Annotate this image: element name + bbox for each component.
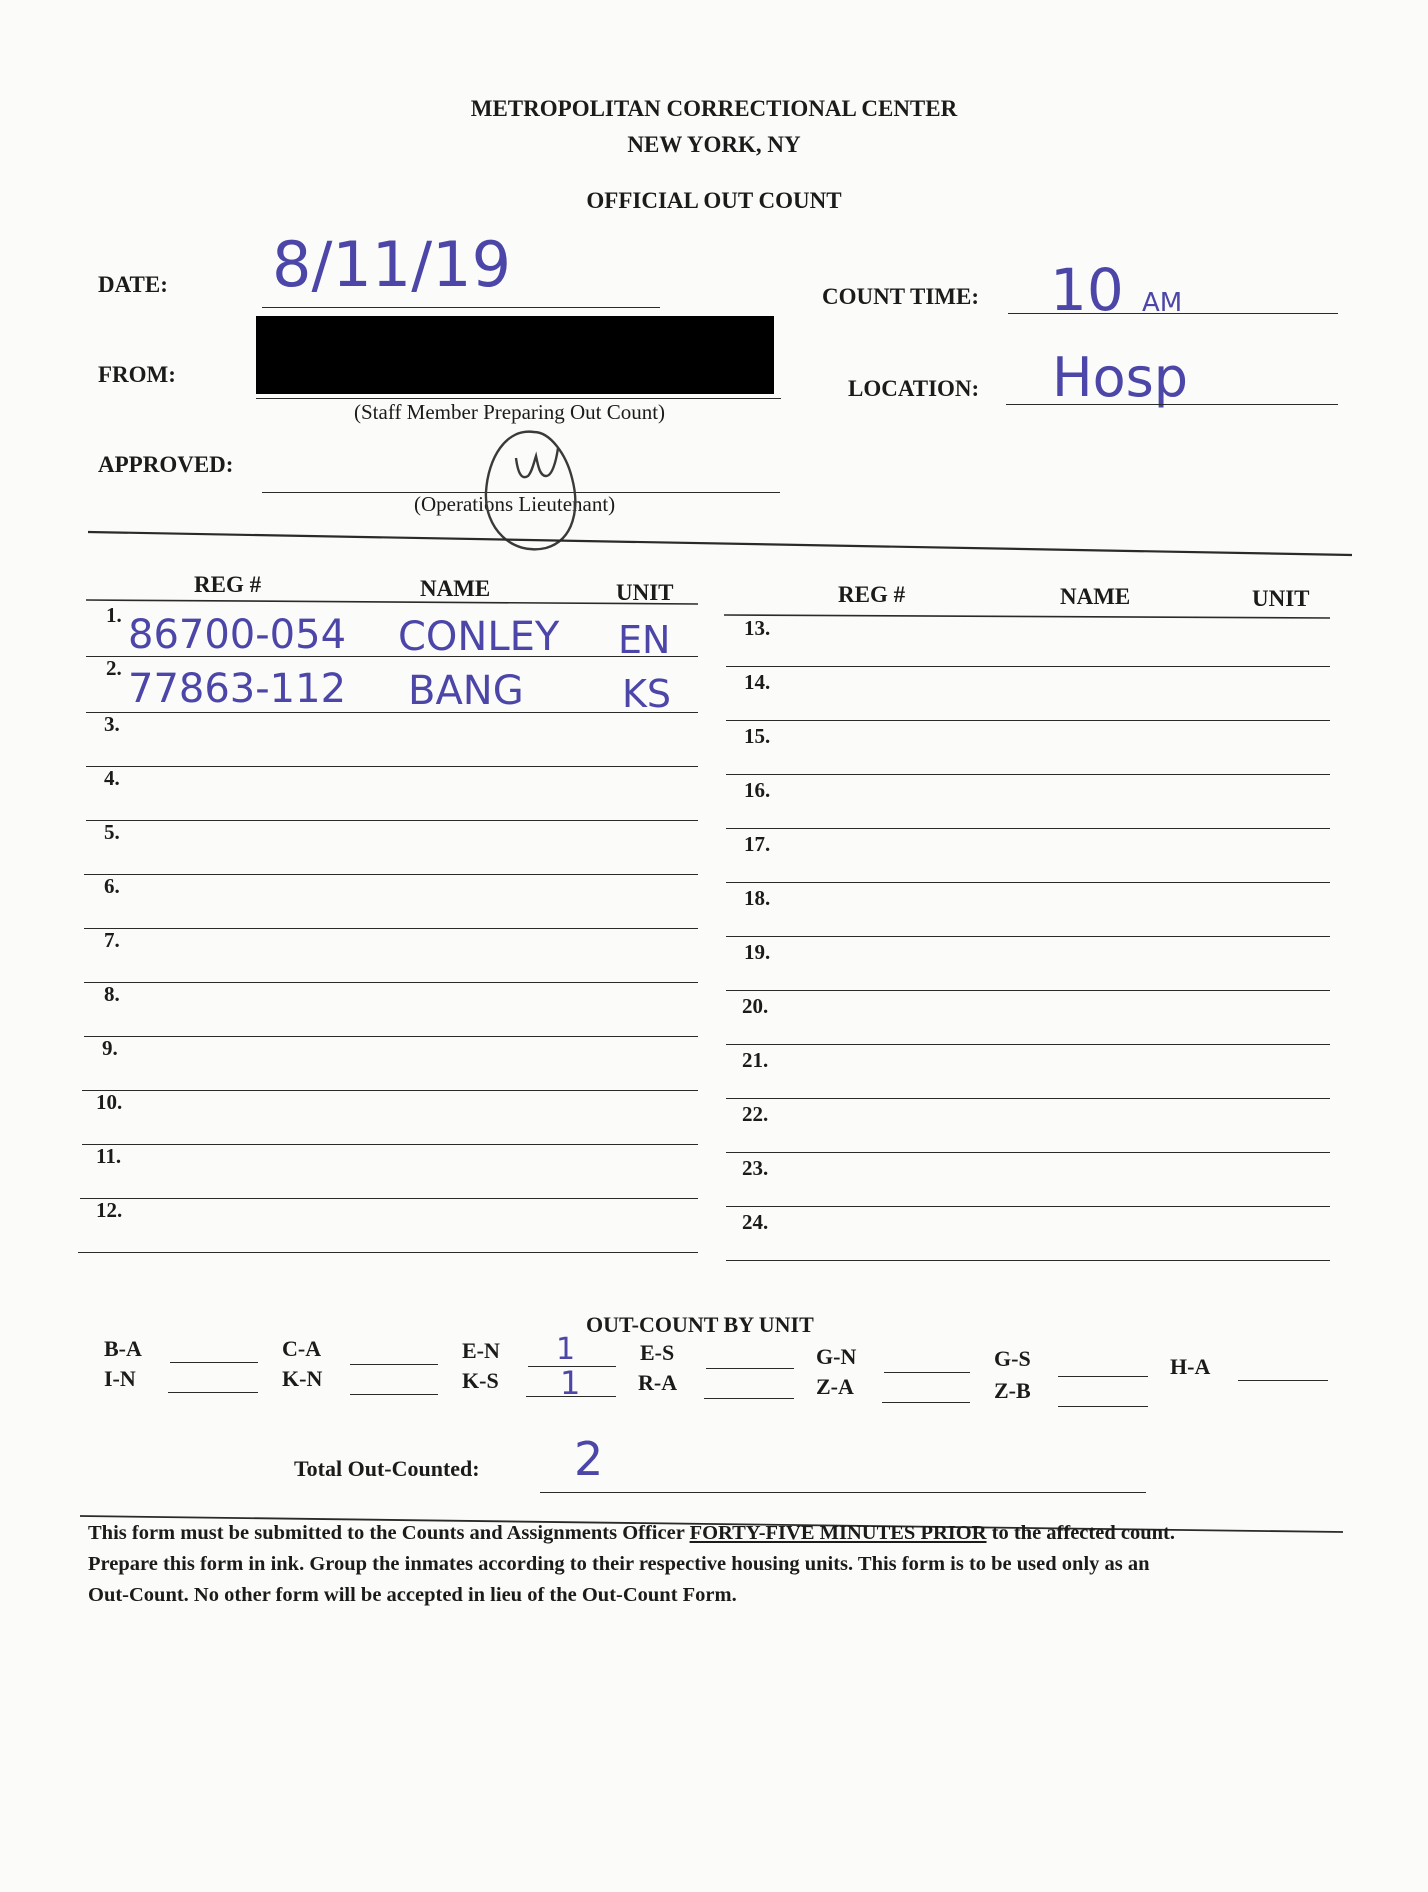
e-n-count-field[interactable]: 1 (556, 1332, 576, 1367)
unit-label-g-s: G-S (994, 1346, 1031, 1371)
unit-blank[interactable] (706, 1368, 794, 1369)
row-number: 16. (744, 778, 771, 802)
row-line (84, 874, 698, 875)
row-line (726, 1098, 1330, 1099)
location-field[interactable]: Hosp (1052, 346, 1189, 409)
row-number: 14. (744, 670, 771, 694)
footer-line-3: Out-Count. No other form will be accepted in lieu of the Out-Count Form. (88, 1584, 737, 1606)
row-line (726, 1206, 1330, 1207)
unit-label-b-a: B-A (104, 1336, 142, 1361)
row-number: 22. (742, 1102, 769, 1126)
row-number: 11. (96, 1144, 122, 1168)
row-line (78, 1252, 698, 1253)
row-number: 2. (106, 656, 122, 680)
footer-notice (88, 1518, 1378, 1611)
unit-blank[interactable] (350, 1394, 438, 1395)
row-line (86, 820, 698, 821)
row-number: 1. (106, 603, 122, 627)
total-label: Total Out-Counted: (294, 1456, 480, 1481)
unit-label-z-b: Z-B (994, 1378, 1031, 1403)
unit-label-k-n: K-N (282, 1366, 323, 1391)
footer-text-a: This form must be submitted to the Counts and Assignments Officer (88, 1522, 690, 1544)
count-time-label: COUNT TIME: (822, 284, 979, 309)
unit-blank[interactable] (168, 1392, 258, 1393)
form-title: OFFICIAL OUT COUNT (586, 188, 842, 213)
row-line (82, 1144, 698, 1145)
name-header-right: NAME (1060, 584, 1131, 609)
row-line (726, 1260, 1330, 1261)
row-number: 13. (744, 616, 771, 640)
row-number: 8. (104, 982, 120, 1006)
row-line (86, 766, 698, 767)
row-number: 19. (744, 940, 771, 964)
unit-label-c-a: C-A (282, 1336, 322, 1361)
unit-header-right: UNIT (1252, 586, 1310, 611)
row-line (726, 990, 1330, 991)
unit-label-e-n: E-N (462, 1338, 500, 1363)
row-line (80, 1198, 698, 1199)
row-number: 21. (742, 1048, 769, 1072)
institution-location: NEW YORK, NY (627, 132, 801, 157)
row-line (726, 1152, 1330, 1153)
unit-field-1[interactable]: EN (618, 618, 671, 662)
row-line (86, 712, 698, 713)
institution-title: METROPOLITAN CORRECTIONAL CENTER (470, 96, 958, 121)
unit-blank[interactable] (882, 1402, 970, 1403)
reg-header-left: REG # (194, 572, 262, 597)
row-number: 7. (104, 928, 120, 952)
from-label: FROM: (98, 362, 176, 387)
unit-field-2[interactable]: KS (622, 672, 672, 716)
unit-blank[interactable] (1058, 1406, 1148, 1407)
unit-label-h-a: H-A (1170, 1354, 1211, 1379)
row-number: 12. (96, 1198, 123, 1222)
row-number: 23. (742, 1156, 769, 1180)
unit-blank[interactable] (170, 1362, 258, 1363)
row-number: 4. (104, 766, 120, 790)
reg-field-1[interactable]: 86700-054 (128, 612, 347, 658)
location-label: LOCATION: (848, 376, 980, 401)
row-line (726, 720, 1330, 721)
footer-line-2: Prepare this form in ink. Group the inmates according to their respective housing units. This form is to be used only as an (88, 1553, 1150, 1575)
unit-blank[interactable] (1058, 1376, 1148, 1377)
date-field[interactable]: 8/11/19 (272, 228, 512, 301)
total-line (540, 1492, 1146, 1493)
unit-blank[interactable] (704, 1398, 794, 1399)
reg-header-right: REG # (838, 582, 906, 607)
row-line (84, 1036, 698, 1037)
unit-blank[interactable] (528, 1366, 616, 1367)
reg-field-2[interactable]: 77863-112 (128, 666, 347, 712)
count-time-field[interactable]: 10 (1050, 256, 1124, 324)
row-line (82, 1090, 698, 1091)
name-field-2[interactable]: BANG (408, 668, 524, 714)
row-number: 18. (744, 886, 771, 910)
row-number: 3. (104, 712, 120, 736)
footer-deadline: FORTY-FIVE MINUTES PRIOR (689, 1522, 987, 1544)
from-caption: (Staff Member Preparing Out Count) (354, 400, 666, 424)
unit-blank[interactable] (526, 1396, 616, 1397)
row-line (726, 774, 1330, 775)
name-header-left: NAME (420, 576, 491, 601)
row-line (726, 828, 1330, 829)
k-s-count-field[interactable]: 1 (560, 1364, 581, 1402)
unit-label-i-n: I-N (104, 1366, 136, 1391)
unit-label-k-s: K-S (462, 1368, 499, 1393)
unit-label-z-a: Z-A (816, 1374, 854, 1399)
row-line (84, 982, 698, 983)
row-number: 20. (742, 994, 769, 1018)
row-line (726, 882, 1330, 883)
row-line (726, 1044, 1330, 1045)
row-number: 10. (96, 1090, 123, 1114)
unit-blank[interactable] (350, 1364, 438, 1365)
unit-blank[interactable] (884, 1372, 970, 1373)
row-number: 15. (744, 724, 771, 748)
row-line (726, 936, 1330, 937)
date-label: DATE: (98, 272, 168, 297)
row-line (86, 656, 698, 657)
unit-label-r-a: R-A (638, 1370, 678, 1395)
row-line (726, 666, 1330, 667)
approved-label: APPROVED: (98, 452, 234, 477)
unit-label-e-s: E-S (640, 1340, 675, 1365)
name-field-1[interactable]: CONLEY (398, 614, 560, 660)
row-number: 24. (742, 1210, 769, 1234)
unit-label-g-n: G-N (816, 1344, 857, 1369)
unit-header-left: UNIT (616, 580, 674, 605)
row-line (84, 928, 698, 929)
row-number: 6. (104, 874, 120, 898)
row-number: 5. (104, 820, 120, 844)
unit-blank[interactable] (1238, 1380, 1328, 1381)
approved-caption: (Operations Lieutenant) (414, 492, 616, 516)
footer-text-b: to the affected count. (986, 1522, 1175, 1544)
total-field[interactable]: 2 (574, 1432, 604, 1486)
count-time-suffix: AM (1142, 288, 1183, 318)
row-number: 9. (102, 1036, 118, 1060)
row-number: 17. (744, 832, 771, 856)
outcount-title: OUT-COUNT BY UNIT (586, 1312, 814, 1337)
